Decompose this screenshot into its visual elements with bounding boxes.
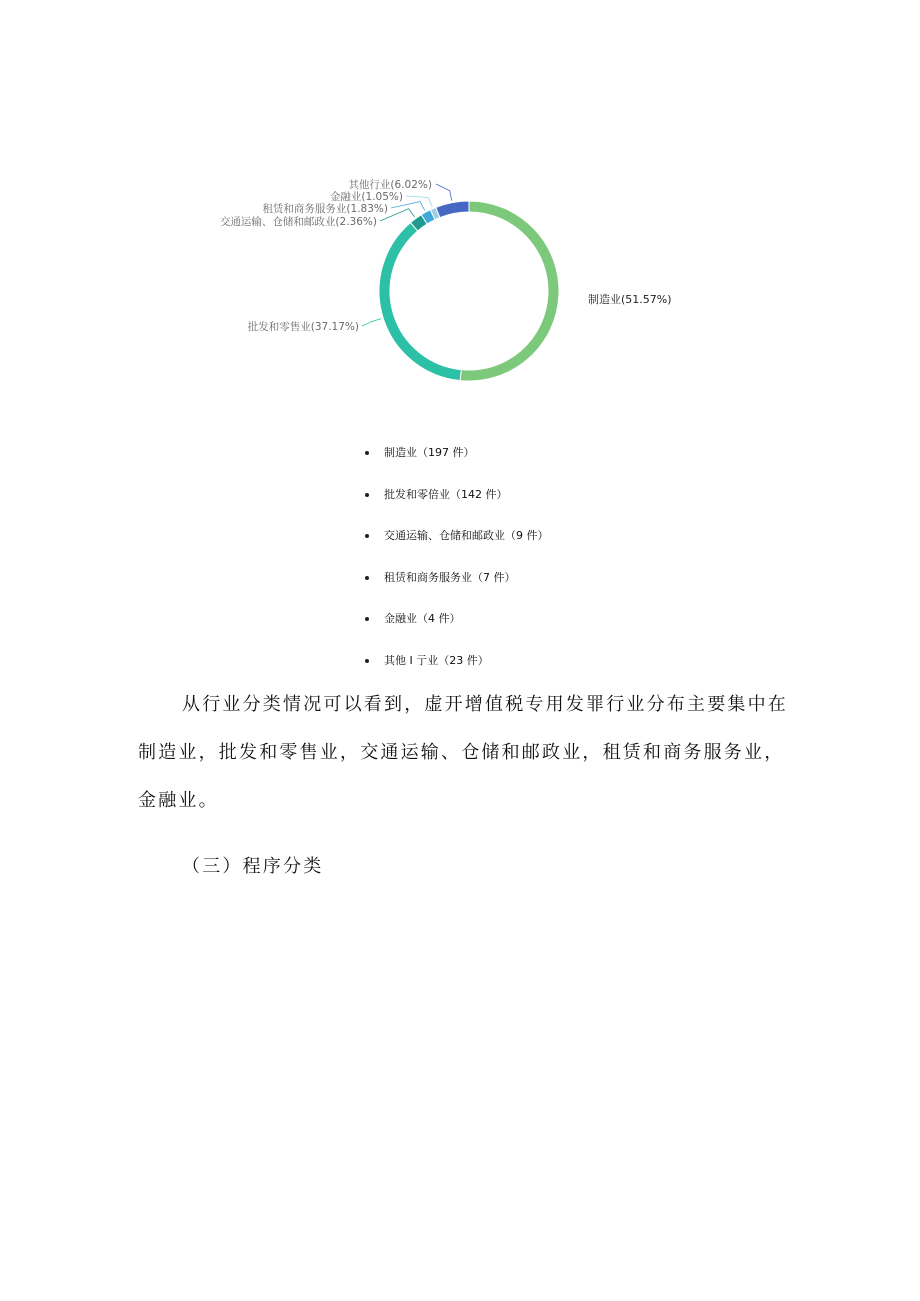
- list-item-text: 金融业（4 件）: [384, 612, 461, 626]
- list-item: [363, 569, 549, 611]
- slice-manufacturing: [460, 201, 559, 381]
- label-finance: 金融业(1.05%): [329, 191, 403, 203]
- list-item-text: 制造业（197 件）: [384, 446, 475, 459]
- list-item: [363, 486, 549, 528]
- list-item: [363, 444, 549, 486]
- industry-donut-chart: [0, 0, 920, 420]
- bullet-icon: [365, 617, 369, 621]
- bullet-icon: [365, 493, 369, 497]
- list-item: [363, 527, 549, 569]
- section-heading: （三）程序分类: [182, 856, 324, 877]
- industry-case-list: [363, 444, 549, 694]
- list-item: [363, 610, 549, 652]
- list-item-text: 交通运输、仓储和邮政业（9 件）: [384, 529, 549, 543]
- slice-wholesale-retail: [379, 223, 461, 381]
- label-wholesale-retail: 批发和零售业(37.17%): [247, 321, 359, 333]
- leader-other-industries: [436, 184, 452, 201]
- bullet-icon: [365, 451, 369, 455]
- donut-slices: [379, 201, 559, 381]
- label-manufacturing: 制造业(51.57%): [588, 293, 672, 306]
- list-item-text: 租赁和商务服务业（7 件）: [384, 570, 516, 584]
- label-other-industries: 其他行业(6.02%): [348, 179, 432, 191]
- label-transport-storage-post: 交通运输、仓储和邮政业(2.36%): [219, 216, 377, 228]
- label-leasing-business-services: 租赁和商务服务业(1.83%): [262, 203, 388, 215]
- bullet-icon: [365, 534, 369, 538]
- slice-other-industries: [436, 201, 469, 218]
- bullet-icon: [365, 576, 369, 580]
- list-item-text: 其他 I 亍业（23 件）: [384, 653, 489, 667]
- list-item-text: 批发和零倍业（142 件）: [384, 487, 508, 501]
- leader-wholesale-retail: [362, 319, 381, 326]
- leader-finance: [406, 196, 432, 207]
- analysis-paragraph: 从行业分类情况可以看到，虚开增值税专用发罪行业分布主要集中在制造业，批发和零售业，交通运输、仓储和邮政业，租赁和商务服务业，金融业。: [138, 694, 788, 811]
- leader-manufacturing: [561, 296, 585, 299]
- bullet-icon: [365, 659, 369, 663]
